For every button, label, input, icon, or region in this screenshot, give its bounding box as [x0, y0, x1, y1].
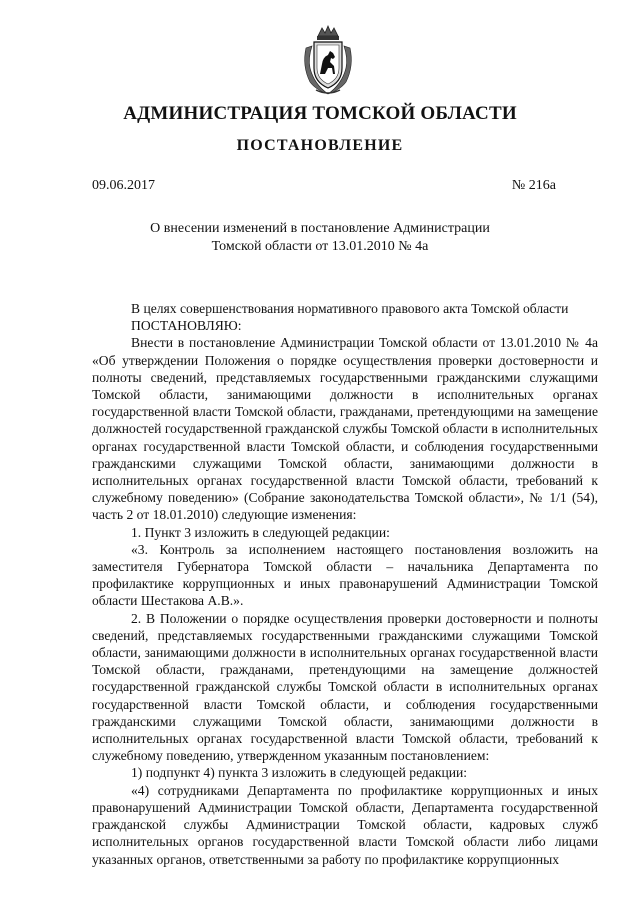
paragraph-item-1: 1. Пункт 3 изложить в следующей редакции:: [131, 524, 390, 540]
paragraph-amendment: Внести в постановление Администрации Томской области от 13.01.2010 № 4а «Об утверждении Положения о порядке осуществления проверки достоверности и полноты сведений, представляемых государственными гражданскими служащими Томской области, занимающими должности в исполнительных органах государственной власти Томской области, гражданами, претендующими на замещение должностей государственной гражданской службы Томской области в исполнительных органах государственной власти Томской области, и соблюдения государственными гражданскими служащими Томской области, занимающими должности в исполнительных органах государственной власти Томской области, требований к служебному поведению» (Собрание законодательства Томской области», № 1/1 (54), часть 2 от 18.01.2010) следующие изменения:: [92, 335, 598, 523]
title-line-1: О внесении изменений в постановление Администрации: [150, 221, 490, 236]
document-title: [150, 220, 490, 256]
paragraph-subitem-1-text: «4) сотрудниками Департамента по профилактике коррупционных и иных правонарушений Администрации Томской области, Департамента государственной гражданской службы Администрации Томской области, кадровых служб исполнительных органов государственной власти Томской области либо лицами указанных органов, ответственными за работу по профилактике коррупционных: [92, 782, 598, 867]
paragraph-item-2: 2. В Положении о порядке осуществления проверки достоверности и полноты сведений, представляемых государственными гражданскими служащими Томской области, занимающими должности в исполнительных органах государственной власти Томской области, гражданами, претендующими на замещение должностей государственной гражданской службы Томской области в исполнительных органах государственной власти Томской области, и соблюдения государственными гражданскими служащими Томской области, занимающими должности в исполнительных органах государственной власти Томской области, требований к служебному поведению, утвержденном указанным постановлением:: [92, 610, 598, 764]
title-line-2: Томской области от 13.01.2010 № 4а: [211, 239, 429, 254]
organization-name: АДМИНИСТРАЦИЯ ТОМСКОЙ ОБЛАСТИ: [123, 103, 517, 124]
coat-of-arms-icon: [300, 24, 356, 96]
document-date: 09.06.2017: [92, 178, 155, 193]
document-type: ПОСТАНОВЛЕНИЕ: [236, 137, 404, 154]
document-number: № 216а: [511, 178, 556, 193]
paragraph-subitem-1: 1) подпункт 4) пункта 3 изложить в следующей редакции:: [131, 765, 468, 781]
document-body: [92, 300, 598, 868]
paragraph-preamble: В целях совершенствования нормативного правового акта Томской области: [131, 301, 569, 316]
paragraph-resolve: ПОСТАНОВЛЯЮ:: [131, 318, 242, 334]
paragraph-item-1-text: «3. Контроль за исполнением настоящего постановления возложить на заместителя Губернатора Томской области – начальника Департамента по профилактике коррупционных и иных правонарушений Администрации Томской области Шестакова А.В.».: [92, 541, 598, 609]
